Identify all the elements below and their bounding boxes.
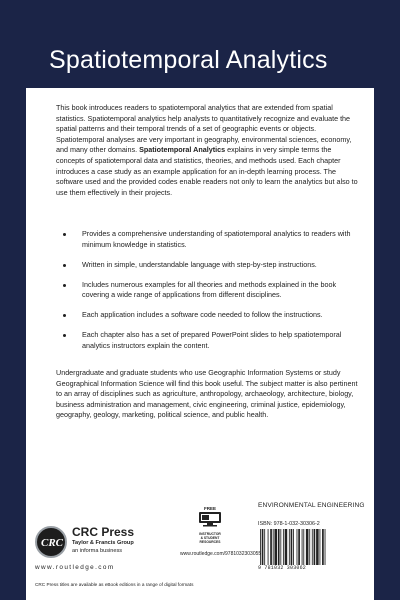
- bullet-icon: [63, 284, 66, 287]
- description-panel: [26, 88, 374, 600]
- bullet-icon: [63, 314, 66, 317]
- feature-item: [56, 229, 356, 250]
- feature-text: Written in simple, understandable language with step-by-step instructions.: [82, 259, 317, 269]
- barcode-icon: [258, 529, 354, 565]
- logo-text: CRC: [41, 537, 64, 549]
- feature-text: Each chapter also has a set of prepared PowerPoint slides to help spatiotemporal analytics instructors explain the content.: [82, 330, 342, 350]
- publisher-business: an informa business: [72, 548, 123, 554]
- book-title: Spatiotemporal Analytics: [49, 46, 328, 74]
- intro-paragraph: [56, 103, 359, 198]
- companion-site-link[interactable]: www.routledge.com/9781032303055: [180, 551, 262, 557]
- isbn-block: [258, 521, 354, 571]
- publisher-website-link[interactable]: www.routledge.com: [35, 564, 115, 571]
- instructor-resources-badge: [194, 506, 226, 548]
- feature-item: [56, 280, 356, 301]
- feature-list: [56, 229, 356, 361]
- audience-paragraph: Undergraduate and graduate students who use Geographic Information Systems or study Geographical Information Science will find this book useful. The subject matter is also pertinent to an array of disciplines such as agriculture, anthropology, archaeology, architecture, biology, business administration and management, civic engineering, criminal justice, epidemiology, geography, geology, marketing, political science, and public health.: [56, 368, 358, 420]
- feature-item: [56, 310, 356, 321]
- feature-text: Each application includes a software code needed to follow the instructions.: [82, 310, 323, 320]
- intro-bold-title: Spatiotemporal Analytics: [139, 145, 226, 155]
- feature-item: [56, 260, 356, 271]
- subject-category: ENVIRONMENTAL ENGINEERING: [258, 502, 365, 509]
- publisher-name: CRC Press: [72, 525, 135, 539]
- publisher-group: Taylor & Francis Group: [72, 540, 134, 546]
- bullet-icon: [63, 233, 66, 236]
- intro-text-start: This book introduces readers to spatiotemporal analytics that are extended from spatial statistics. Spatiotemporal analytics help analysts to quantitatively recognize and evaluate the spatial patterns and their temporal trends of a set of geographic events or objects. Spatiotemporal analyses are very important in geography, environmental sciences, economy, and many other domains.: [56, 103, 352, 155]
- free-label: FREE: [203, 506, 216, 511]
- badge-caption-line: RESOURCES: [199, 540, 221, 544]
- monitor-icon: [194, 511, 226, 527]
- intro-text-end: explains in very simple terms the concepts of spatiotemporal data and statistics, theories, and methods used. Each chapter introduces a case study as an example application for an in-depth learning process. The software used and the provided codes enable readers not only to learn the analytics but also to use them effectively in their projects.: [56, 145, 358, 197]
- feature-text: Provides a comprehensive understanding of spatiotemporal analytics to readers with minimum knowledge in statistics.: [82, 229, 351, 249]
- bullet-icon: [63, 264, 66, 267]
- bullet-icon: [63, 334, 66, 337]
- isbn-label: ISBN: 978-1-032-30306-2: [258, 521, 320, 527]
- badge-caption-line: & STUDENT: [200, 536, 220, 540]
- feature-text: Includes numerous examples for all theories and methods explained in the book covering a wide range of applications from different disciplines.: [82, 279, 337, 300]
- badge-caption-line: INSTRUCTOR: [199, 532, 221, 536]
- ebook-footnote: CRC Press titles are available as eBook editions in a range of digital formats: [35, 582, 194, 587]
- feature-item: [56, 330, 356, 351]
- barcode-number: 9 781032 303062: [258, 565, 307, 571]
- crc-press-logo: [35, 526, 67, 558]
